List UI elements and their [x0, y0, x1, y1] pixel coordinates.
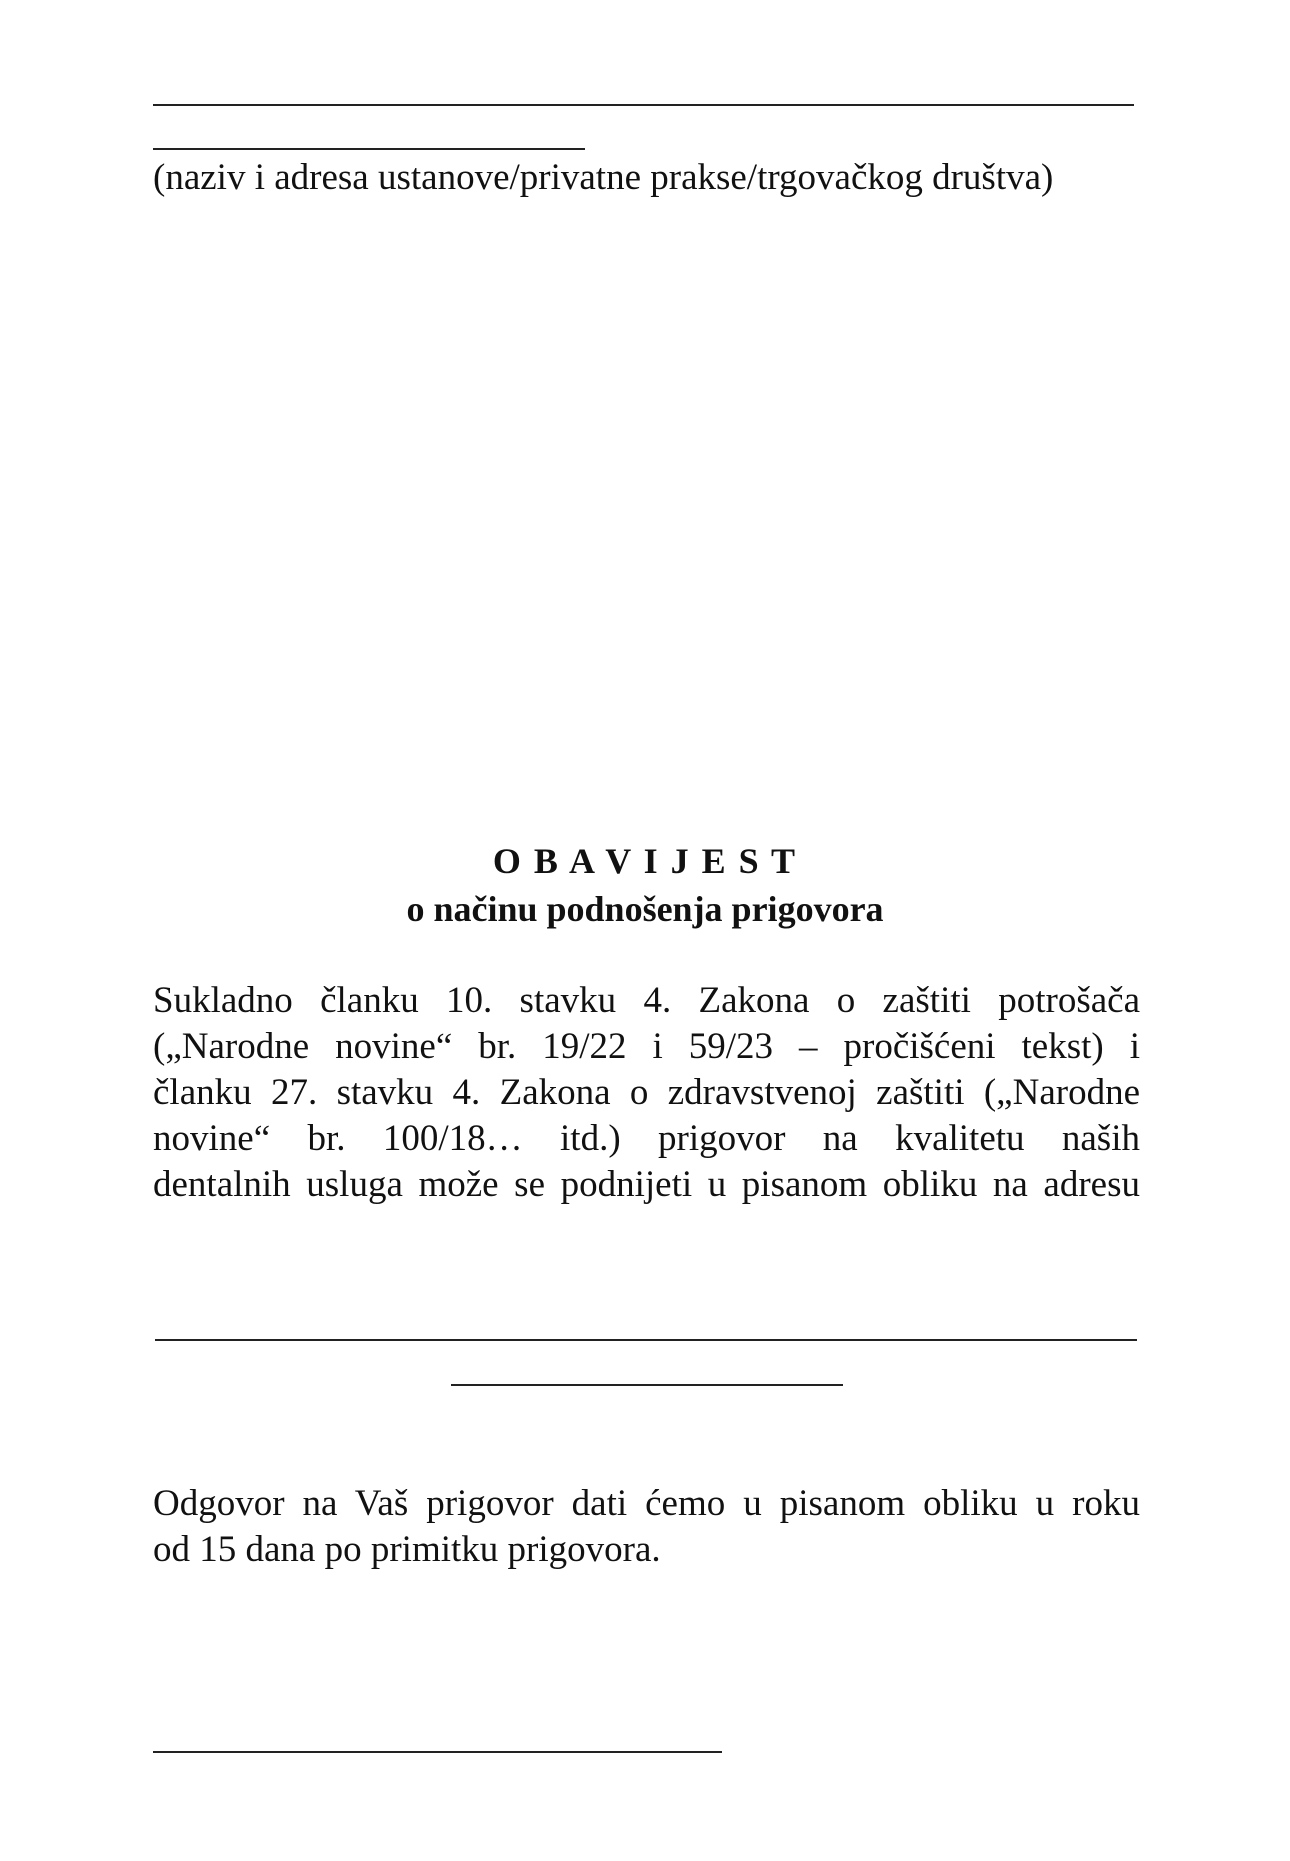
paragraph-response-time: [153, 1481, 1140, 1573]
address-line-1: [155, 1339, 1137, 1341]
document-subtitle: o načinu podnošenja prigovora: [406, 889, 884, 929]
paragraph-line: novine“ br. 100/18… itd.) prigovor na kvalitetu naših: [153, 1118, 1140, 1159]
institution-name-line-1: [153, 104, 1134, 106]
paragraph-legal-basis: [153, 978, 1140, 1208]
address-line-2: [451, 1384, 843, 1386]
paragraph-line: dentalnih usluga može se podnijeti u pisanom obliku na adresu: [153, 1164, 1140, 1205]
paragraph-line: od 15 dana po primitku prigovora.: [153, 1529, 661, 1570]
paragraph-line: („Narodne novine“ br. 19/22 i 59/23 – pročišćeni tekst) i: [153, 1026, 1140, 1067]
paragraph-line: Sukladno članku 10. stavku 4. Zakona o zaštiti potrošača: [153, 980, 1140, 1021]
paragraph-line: Odgovor na Vaš prigovor dati ćemo u pisanom obliku u roku: [153, 1483, 1140, 1524]
document-title: O B A V I J E S T: [492, 841, 798, 881]
institution-name-line-2: [153, 148, 585, 150]
institution-caption: (naziv i adresa ustanove/privatne prakse/trgovačkog društva): [153, 157, 1054, 198]
paragraph-line: članku 27. stavku 4. Zakona o zdravstvenoj zaštiti („Narodne: [153, 1072, 1140, 1113]
signature-line: [153, 1751, 722, 1753]
